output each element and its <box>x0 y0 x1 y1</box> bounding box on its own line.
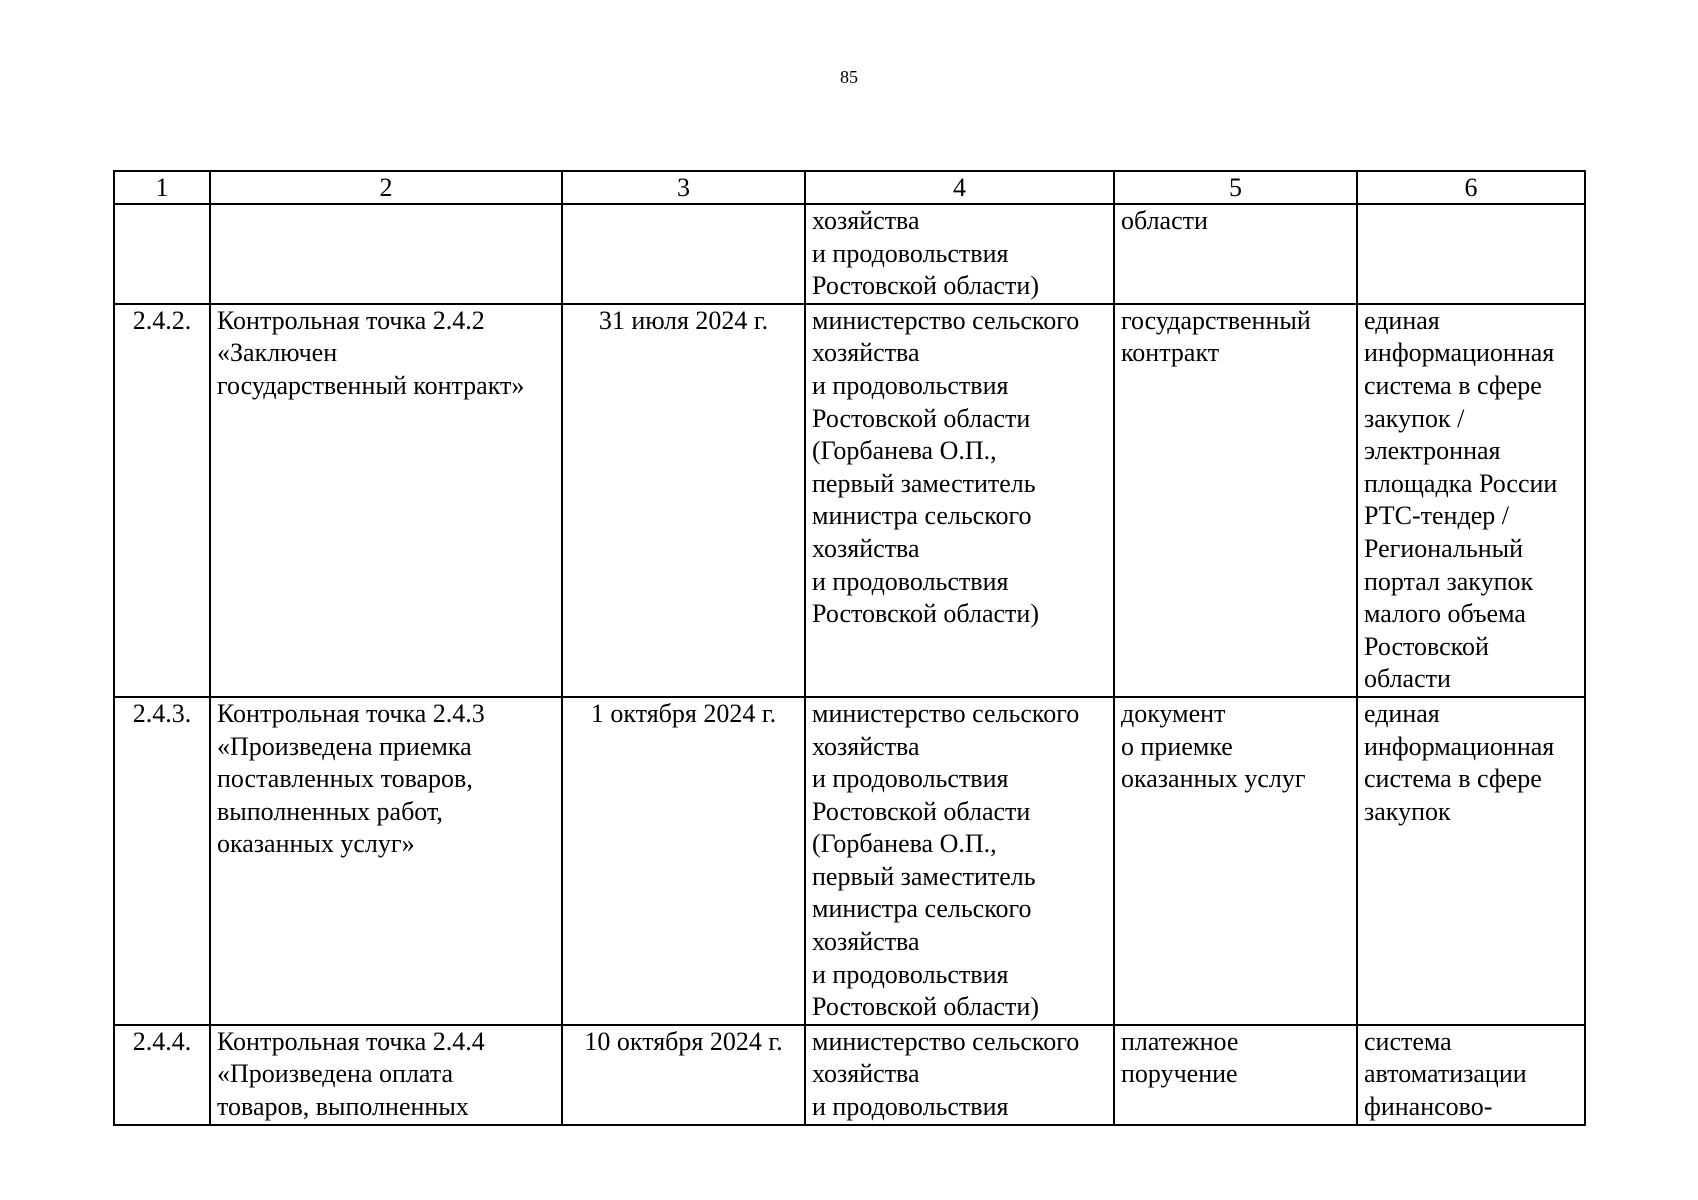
cell-number <box>114 204 210 304</box>
cell-name <box>210 204 562 304</box>
cell-responsible: хозяйства и продовольствия Ростовской области) <box>805 204 1114 304</box>
cell-name: Контрольная точка 2.4.3 «Произведена приемка поставленных товаров, выполненных работ, оказанных услуг» <box>210 697 562 1025</box>
control-points-table <box>113 170 1586 1126</box>
cell-date: 31 июля 2024 г. <box>562 304 805 697</box>
table-header-row <box>114 171 1585 204</box>
column-header-6: 6 <box>1357 171 1585 204</box>
cell-name: Контрольная точка 2.4.2 «Заключен государственный контракт» <box>210 304 562 697</box>
cell-date: 10 октября 2024 г. <box>562 1025 805 1125</box>
cell-date: 1 октября 2024 г. <box>562 697 805 1025</box>
column-header-3: 3 <box>562 171 805 204</box>
cell-document: документ о приемке оказанных услуг <box>1114 697 1357 1025</box>
cell-system: система автоматизации финансово- <box>1357 1025 1585 1125</box>
table-row <box>114 304 1585 697</box>
cell-responsible: министерство сельского хозяйства и продовольствия <box>805 1025 1114 1125</box>
cell-number: 2.4.2. <box>114 304 210 697</box>
cell-document: государственный контракт <box>1114 304 1357 697</box>
cell-system: единая информационная система в сфере закупок / электронная площадка России РТС-тендер / Региональный портал закупок малого объема Ростовской области <box>1357 304 1585 697</box>
cell-system: единая информационная система в сфере закупок <box>1357 697 1585 1025</box>
cell-name: Контрольная точка 2.4.4 «Произведена оплата товаров, выполненных <box>210 1025 562 1125</box>
cell-responsible: министерство сельского хозяйства и продовольствия Ростовской области (Горбанева О.П., первый заместитель министра сельского хозяйства и продовольствия Ростовской области) <box>805 304 1114 697</box>
cell-document: области <box>1114 204 1357 304</box>
column-header-4: 4 <box>805 171 1114 204</box>
table-row <box>114 204 1585 304</box>
cell-system <box>1357 204 1585 304</box>
cell-number: 2.4.4. <box>114 1025 210 1125</box>
page-number: 85 <box>840 67 858 87</box>
table-row <box>114 1025 1585 1125</box>
cell-responsible: министерство сельского хозяйства и продовольствия Ростовской области (Горбанева О.П., первый заместитель министра сельского хозяйства и продовольствия Ростовской области) <box>805 697 1114 1025</box>
column-header-2: 2 <box>210 171 562 204</box>
column-header-5: 5 <box>1114 171 1357 204</box>
cell-document: платежное поручение <box>1114 1025 1357 1125</box>
cell-number: 2.4.3. <box>114 697 210 1025</box>
table-row <box>114 697 1585 1025</box>
cell-date <box>562 204 805 304</box>
column-header-1: 1 <box>114 171 210 204</box>
